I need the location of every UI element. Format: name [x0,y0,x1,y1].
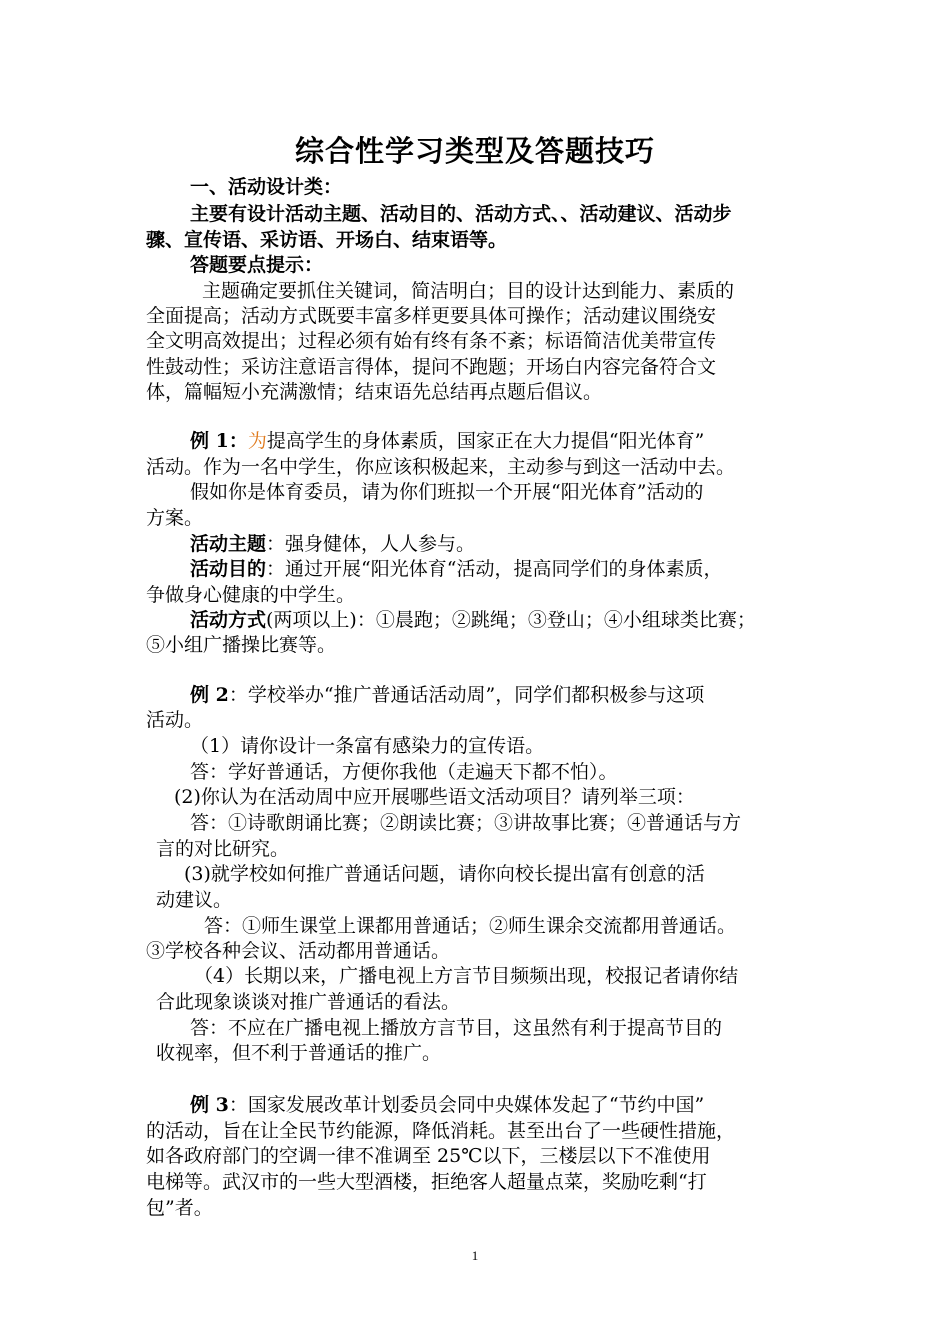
example-text: ：国家发展改革计划委员会同中央媒体发起了“节约中国” [228,1094,705,1116]
example-text: 如各政府部门的空调一律不准调至 25℃以下，三楼层以下不准使用 [146,1145,711,1167]
section-heading: 一、活动设计类： [190,176,343,198]
question-line: 合此现象谈谈对推广普通话的看法。 [156,991,461,1013]
answer-line: ③学校各种会议、活动都用普通话。 [146,940,451,962]
question-line: （1）请你设计一条富有感染力的宣传语。 [190,735,545,757]
activity-method-text: (两项以上)：①晨跑；②跳绳；③登山；④小组球类比赛； [266,609,756,631]
example-text: 活动。作为一名中学生，你应该积极起来，主动参与到这一活动中去。 [146,456,736,478]
activity-goal-label: 活动目的 [190,558,267,580]
activity-theme [190,531,475,557]
page-number: 1 [471,1248,479,1263]
example-text: ：学校举办“推广普通话活动周”，同学们都积极参与这项 [228,684,705,706]
activity-method [190,607,756,633]
tips-line: 体，篇幅短小充满激情；结束语先总结再点题后倡议。 [146,381,603,403]
activity-method-text: ⑤小组广播操比赛等。 [146,634,337,656]
tips-line: 全面提高；活动方式既要丰富多样更要具体可操作；活动建议围绕安 [146,305,717,327]
example-text: 假如你是体育委员，请为你们班拟一个开展“阳光体育”活动的 [190,481,704,503]
example-2-label: 例 2 [190,684,229,706]
section-intro-line: 主要有设计活动主题、活动目的、活动方式、、活动建议、活动步 [190,203,732,225]
example-text: 电梯等。武汉市的一些大型酒楼，拒绝客人超量点菜，奖励吃剩“打 [146,1171,707,1193]
tips-line: 主题确定要抓住关键词，简洁明白；目的设计达到能力、素质的 [202,280,735,302]
example-text: 包”者。 [146,1197,213,1219]
highlighted-char: 为 [247,430,267,452]
answer-line: 言的对比研究。 [156,838,290,860]
example-text: 方案。 [146,507,204,529]
question-line: （4）长期以来，广播电视上方言节目频频出现，校报记者请你结 [194,965,739,987]
example-3-intro [190,1092,704,1118]
answer-line: 收视率，但不利于普通话的推广。 [156,1042,442,1064]
tips-heading: 答题要点提示： [190,254,324,276]
question-line: 动建议。 [156,889,233,911]
example-1-intro [190,428,704,454]
question-line: (3)就学校如何推广普通话问题，请你向校长提出富有创意的活 [184,863,705,885]
example-3-label: 例 3 [190,1094,229,1116]
tips-line: 性鼓动性；采访注意语言得体，提问不跑题；开场白内容完备符合文 [146,356,717,378]
example-2-intro [190,682,704,708]
answer-line: 答：学好普通话，方便你我他（走遍天下都不怕）。 [190,761,618,783]
activity-goal-text: 争做身心健康的中学生。 [146,584,356,606]
example-1-label: 例 1： [190,430,248,452]
activity-goal [190,556,722,582]
example-text: 活动。 [146,709,204,731]
activity-goal-text: ：通过开展“阳光体育“活动，提高同学们的身体素质， [266,558,723,580]
question-line: (2)你认为在活动周中应开展哪些语文活动项目？请列举三项： [174,786,695,808]
activity-method-label: 活动方式 [190,609,267,631]
answer-line: 答：①师生课堂上课都用普通话；②师生课余交流都用普通话。 [204,915,737,937]
example-text: 提高学生的身体素质，国家正在大力提倡“阳光体育” [266,430,705,452]
section-intro-line: 骤、宣传语、采访语、开场白、结束语等。 [146,229,508,251]
document-title: 综合性学习类型及答题技巧 [294,134,655,168]
answer-line: 答：不应在广播电视上播放方言节目，这虽然有利于提高节目的 [190,1017,723,1039]
answer-line: 答：①诗歌朗诵比赛；②朗读比赛；③讲故事比赛；④普通话与方 [190,812,742,834]
activity-theme-text: ：强身健体，人人参与。 [266,533,476,555]
activity-theme-label: 活动主题 [190,533,267,555]
tips-line: 全文明高效提出；过程必须有始有终有条不紊；标语简洁优美带宣传 [146,330,717,352]
example-text: 的活动，旨在让全民节约能源，降低消耗。甚至出台了一些硬性措施， [146,1120,736,1142]
